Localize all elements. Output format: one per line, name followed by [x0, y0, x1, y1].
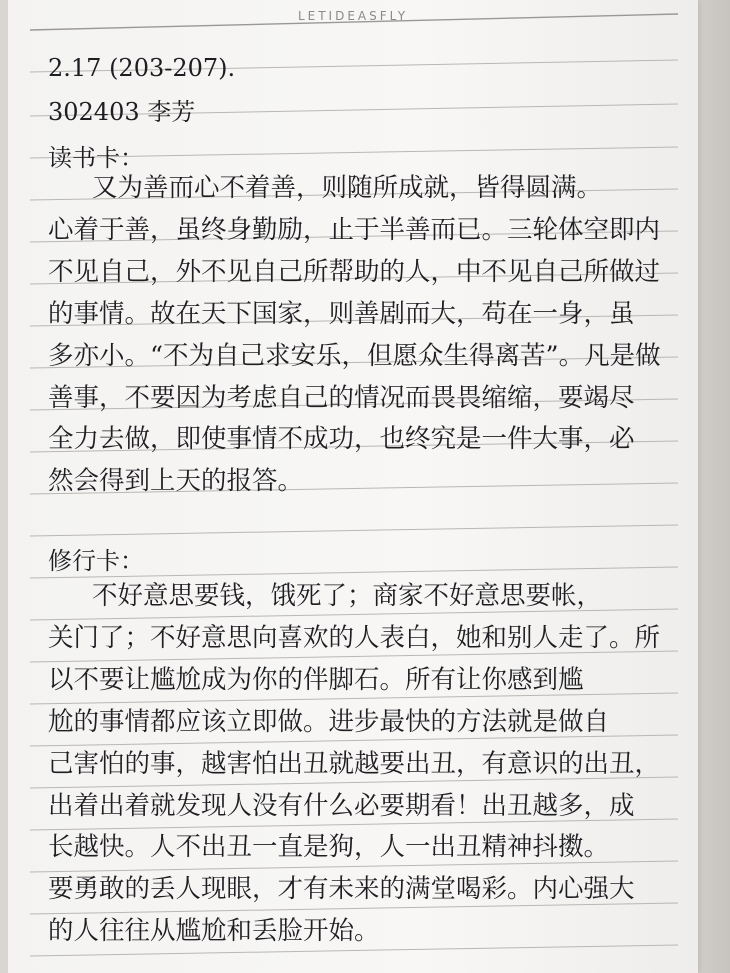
reading-line: 的事情。故在天下国家，则善剧而大，苟在一身，虽 — [48, 298, 635, 329]
practice-line: 己害怕的事，越害怕出丑就越要出丑，有意识的出丑， — [48, 748, 661, 779]
notebook-page-edge — [698, 0, 730, 973]
reading-line: 多亦小。“不为自己求安乐，但愿众生得离苦”。凡是做 — [48, 340, 661, 371]
reading-line: 善事，不要因为考虑自己的情况而畏畏缩缩，要竭尽 — [48, 382, 635, 413]
practice-line: 长越快。人不出丑一直是狗，人一出丑精神抖擞。 — [48, 832, 610, 863]
practice-line: 出着出着就发现人没有什么必要期看！出丑越多，成 — [48, 790, 635, 821]
practice-card-label: 修行卡： — [48, 547, 144, 575]
rule-line — [30, 525, 678, 536]
practice-line: 的人往往从尴尬和丢脸开始。 — [48, 916, 380, 947]
practice-line: 关门了；不好意思向喜欢的人表白，她和别人走了。所 — [48, 622, 661, 653]
notebook-brand: LETIDEASFLY — [297, 9, 409, 23]
date-line: 2.17 (203-207). — [48, 54, 236, 82]
student-id-name: 302403 李芳 — [48, 98, 196, 126]
practice-line: 以不要让尴尬成为你的伴脚石。所有让你感到尴 — [48, 664, 584, 695]
practice-line: 尬的事情都应该立即做。进步最快的方法就是做自 — [48, 706, 610, 737]
practice-line: 要勇敢的丢人现眼，才有未来的满堂喝彩。内心强大 — [48, 874, 635, 905]
reading-card-body — [48, 168, 661, 503]
reading-line: 心着于善，虽终身勤励，止于半善而已。三轮体空即内 — [48, 214, 661, 245]
rule-line — [30, 14, 678, 30]
reading-line: 又为善而心不着善，则随所成就，皆得圆满。 — [92, 173, 603, 203]
reading-line: 全力去做，即使事情不成功，也终究是一件大事，必 — [48, 424, 635, 455]
reading-line: 不见自己，外不见自己所帮助的人，中不见自己所做过 — [48, 256, 661, 287]
reading-card-label: 读书卡： — [48, 144, 144, 172]
notebook-page — [8, 0, 698, 973]
reading-line: 然会得到上天的报答。 — [48, 466, 304, 497]
practice-card-body — [48, 576, 660, 953]
practice-line: 不好意思要钱，饿死了；商家不好意思要帐， — [92, 581, 603, 611]
